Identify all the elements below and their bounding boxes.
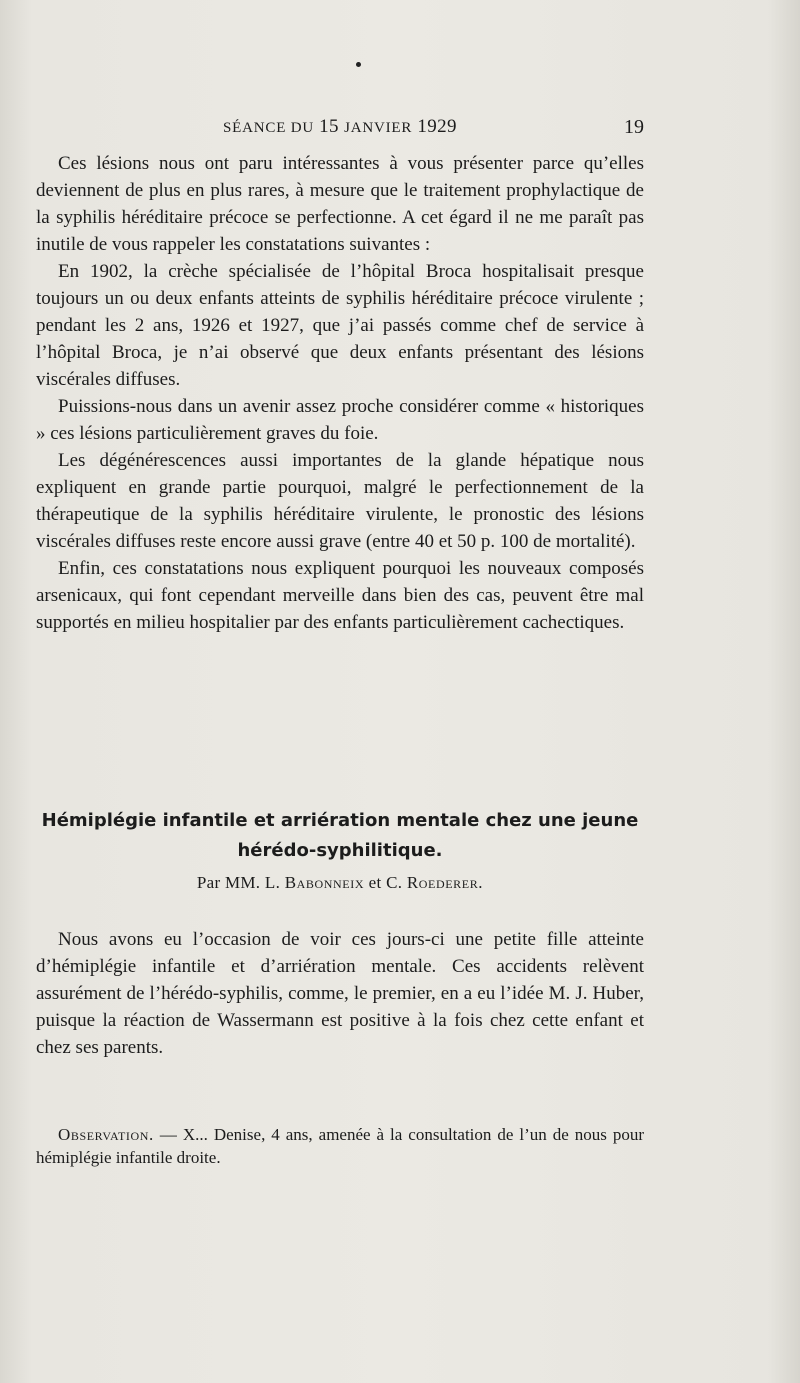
byline [36, 873, 644, 893]
author-name: Babonneix [284, 873, 365, 892]
section-body [36, 926, 644, 1061]
page-header [36, 116, 644, 140]
paragraph: En 1902, la crèche spécialisée de l’hôpital Broca hospitalisait presque toujours un ou deux enfants atteints de syphilis héréditaire précoce virulente ; pendant les 2 ans, 1926 et 1927, que j’ai passés comme chef de service à l’hôpital Broca, je n’ai observé que deux enfants présentant des lésions viscérales diffuses. [36, 261, 644, 390]
paragraph: Enfin, ces constatations nous expliquent pourquoi les nouveaux composés arsenicaux, qui font cependant merveille dans bien des cas, peuvent être mal supportés en milieu hospitalier par des enfants particulièrement cachectiques. [36, 558, 644, 633]
section-title [36, 806, 644, 866]
running-head [36, 116, 644, 138]
observation-label: Observation. [58, 1125, 154, 1144]
paragraph: Puissions-nous dans un avenir assez proche considérer comme « historiques » ces lésions particulièrement graves du foie. [36, 396, 644, 444]
paragraph: Ces lésions nous ont paru intéressantes à vous présenter parce qu’elles deviennent de plus en plus rares, à mesure que le traitement prophylactique de la syphilis héréditaire précoce se perfectionne. A cet égard il ne me paraît pas inutile de vous rappeler les constatations suivantes : [36, 153, 644, 255]
running-head-prefix: SÉANCE DU [223, 120, 314, 136]
section-title-line: hérédo-syphilitique. [237, 840, 443, 861]
paragraph: Les dégénérescences aussi importantes de la glande hépatique nous expliquent en grande partie pourquoi, malgré le perfectionnement de la thérapeutique de la syphilis héréditaire virulente, le pronostic des lésions viscérales diffuses reste encore aussi grave (entre 40 et 50 p. 100 de mortalité). [36, 450, 644, 552]
byline-prefix: Par MM. L. [196, 873, 281, 892]
section-title-line: Hémiplégie infantile et arriération mentale chez une jeune [41, 810, 639, 831]
running-head-year: 1929 [417, 116, 457, 137]
author-name: Roederer. [406, 873, 484, 892]
observation-text: — X... Denise, 4 ans, amenée à la consultation de l’un de nous pour hémiplégie infantile droite. [36, 1125, 645, 1167]
print-mark [356, 62, 361, 67]
paragraph: Nous avons eu l’occasion de voir ces jours-ci une petite fille atteinte d’hémiplégie infantile et d’arriération mentale. Ces accidents relèvent assurément de l’hérédo-syphilis, comme, le premier, en a eu l’idée M. J. Huber, puisque la réaction de Wassermann est positive à la fois chez cette enfant et chez ses parents. [36, 929, 644, 1058]
page-number: 19 [624, 116, 644, 138]
byline-middle: et C. [368, 873, 403, 892]
main-text [36, 150, 644, 636]
running-head-month: JANVIER [344, 120, 413, 136]
observation [36, 1123, 644, 1169]
running-head-day: 15 [319, 116, 339, 137]
